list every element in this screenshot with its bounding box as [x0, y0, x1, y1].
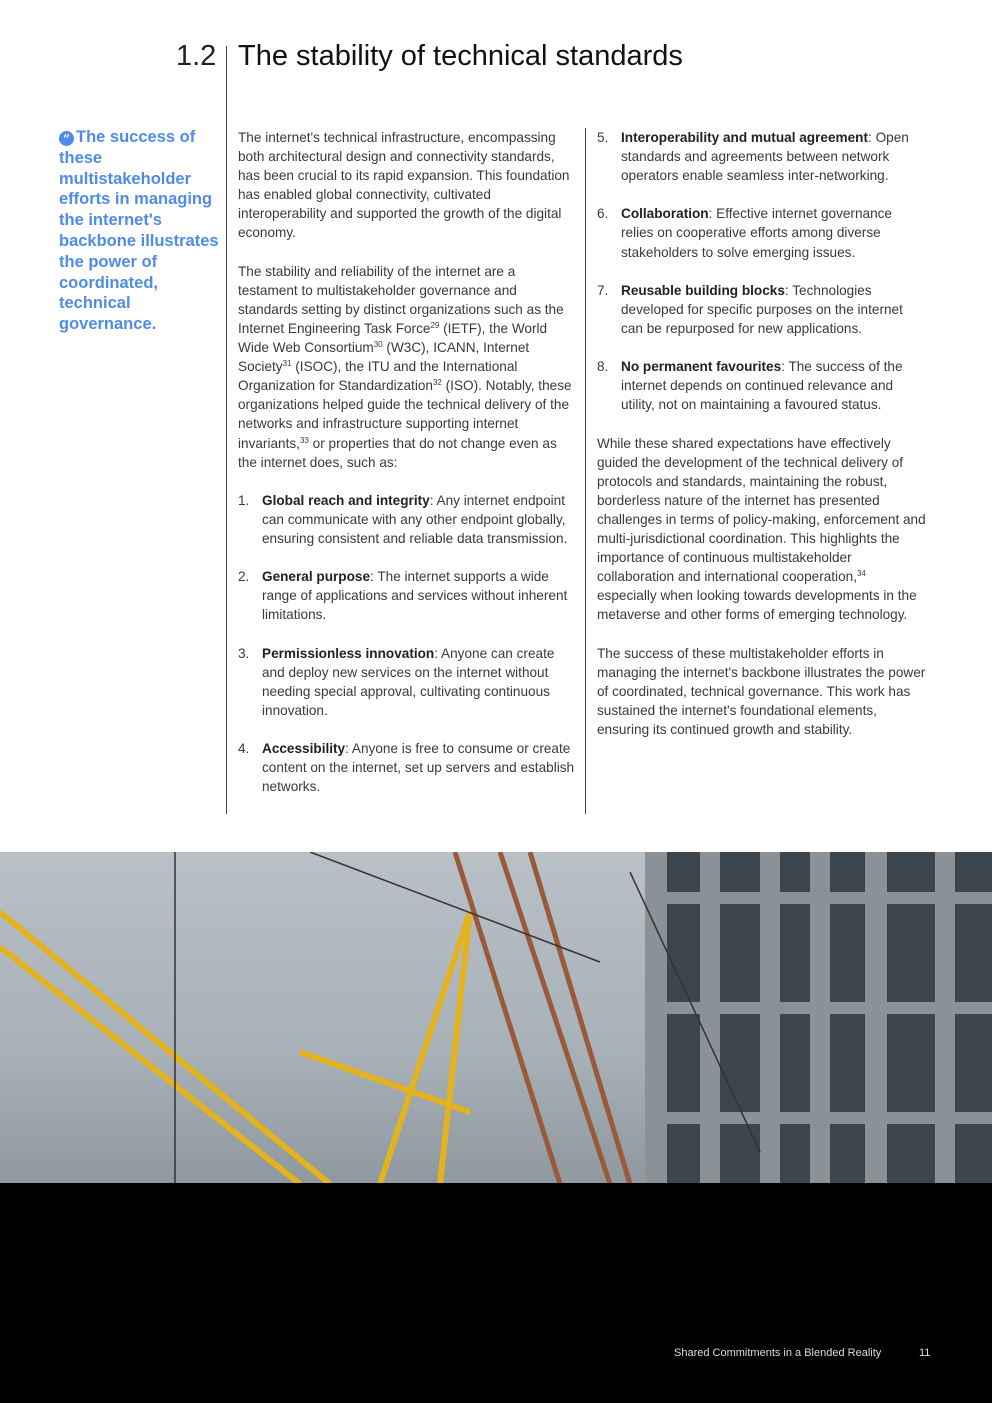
list-text — [262, 491, 578, 548]
list-item-body: : Open standards and agreements between network operators enable seamless inter-networking. — [621, 130, 909, 184]
section-number: 1.2 — [176, 40, 217, 72]
list-item — [238, 491, 578, 548]
text: While these shared expectations have effectively guided the development of the technical delivery of protocols and standards, maintaining the robust, borderless nature of the internet has presented challenges in terms of policy-making, enforcement and multi-jurisdictional coordination. This highlights the importance of continuous multistakeholder collaboration and international cooperation, — [597, 435, 926, 585]
footer-title: Shared Commitments in a Blended Reality — [674, 1347, 882, 1359]
list-text — [262, 739, 578, 796]
list-item — [238, 567, 578, 624]
list-number: 2. — [238, 569, 250, 585]
list-item — [597, 204, 927, 261]
text: The stability and reliability of the internet are a testament to multistakeholder governance and standards setting by distinct organizations such as the Internet Engineering Task Force — [238, 263, 564, 336]
page-number: 11 — [919, 1347, 931, 1359]
column-1 — [238, 128, 578, 815]
list-number: 8. — [597, 359, 609, 375]
list-item-body: : Technologies developed for specific purposes on the internet can be repurposed for new applications. — [621, 282, 903, 336]
paragraph: The success of these multistakeholder efforts in managing the internet's backbone illustrates the power of coordinated, technical governance. This work has sustained the internet's foundational elements, ensuring its continued growth and stability. — [597, 645, 926, 737]
text: (W3C), ICANN, Internet Society — [238, 340, 530, 375]
list-number: 1. — [238, 492, 250, 508]
list-item-body: : Any internet endpoint can communicate with any other endpoint globally, ensuring consistent and reliable data transmission. — [262, 492, 568, 546]
footnote-ref[interactable]: 34 — [856, 569, 866, 579]
list-number: 5. — [597, 130, 609, 145]
list-number: 6. — [597, 206, 609, 222]
list-text — [262, 644, 578, 720]
list-item-title: Permissionless innovation — [262, 645, 435, 661]
photo-illustration — [0, 852, 992, 1184]
list-item-title: General purpose — [262, 569, 371, 585]
list-item-title: Reusable building blocks — [621, 282, 785, 298]
pull-quote — [59, 127, 219, 335]
divider — [226, 46, 227, 814]
list-number: 7. — [597, 282, 609, 298]
quote-icon: “ — [59, 131, 74, 146]
list-text — [621, 281, 927, 338]
paragraph: The internet's technical infrastructure, encompassing both architectural design and connectivity standards, has been crucial to its rapid expansion. This foundation has enabled global connectivity, cultivated interoperability and supported the growth of the digital economy. — [238, 130, 570, 241]
page-title: The stability of technical standards — [238, 40, 683, 72]
list-item-body: : Effective internet governance relies on cooperative efforts among diverse stakeholders to solve emerging issues. — [621, 206, 892, 260]
list-item-title: Accessibility — [262, 741, 346, 756]
list-number: 3. — [238, 645, 250, 661]
list-item — [597, 281, 927, 338]
footnote-ref[interactable]: 30 — [373, 340, 383, 350]
list-item-body: : The internet supports a wide range of applications and services without inherent limitations. — [262, 569, 568, 623]
list-item — [597, 128, 927, 185]
list-text — [621, 128, 927, 185]
column-2 — [597, 128, 927, 758]
list-item-title: Global reach and integrity — [262, 492, 430, 508]
list-text — [621, 204, 927, 261]
footnote-ref[interactable]: 33 — [299, 435, 309, 445]
list-item-title: Collaboration — [621, 206, 709, 222]
list-item-title: No permanent favourites — [621, 359, 782, 375]
paragraph — [238, 262, 578, 472]
footer-band — [0, 1183, 992, 1403]
list-number: 4. — [238, 741, 250, 756]
text: (ISOC), the ITU and the International Organization for Standardization — [238, 359, 518, 394]
list-item-title: Interoperability and mutual agreement — [621, 130, 869, 145]
footnote-ref[interactable]: 29 — [430, 320, 440, 330]
text: (IETF), the World Wide Web Consortium — [238, 320, 548, 356]
list-text — [262, 567, 578, 624]
text: or properties that do not change even as the internet does, such as: — [238, 435, 557, 470]
list-item-body: : The success of the internet depends on continued relevance and utility, not on maintaining a favoured status. — [621, 359, 903, 413]
list-item — [238, 644, 578, 720]
footnote-ref[interactable]: 32 — [432, 378, 442, 388]
footnote-ref[interactable]: 31 — [282, 359, 292, 369]
paragraph — [597, 434, 927, 625]
construction-crane-photo — [0, 852, 992, 1184]
list-item-body: : Anyone can create and deploy new services on the internet without needing special approval, cultivating continuous innovation. — [262, 645, 555, 718]
list-item — [597, 357, 927, 414]
pull-quote-text: The success of these multistakeholder efforts in managing the internet's backbone illustrates the power of coordinated, technical governance. — [59, 128, 219, 334]
text: especially when looking towards developments in the metaverse and other forms of emerging technology. — [597, 588, 917, 623]
list-text — [621, 357, 927, 414]
text: (ISO). Notably, these organizations helped guide the technical delivery of the networks and infrastructure supporting internet invariants, — [238, 378, 572, 451]
column-divider — [585, 128, 586, 814]
list-item-body: : Anyone is free to consume or create content on the internet, set up servers and establish networks. — [262, 741, 575, 795]
list-item — [238, 739, 578, 796]
